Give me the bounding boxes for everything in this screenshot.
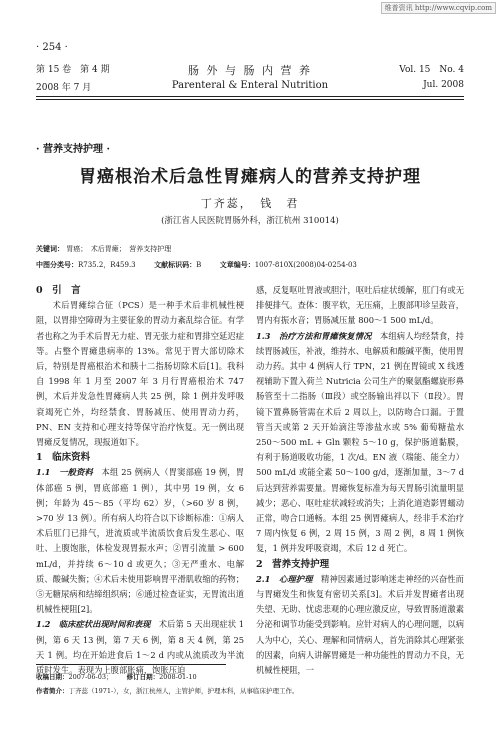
article-no-label: 文章编号： [219,260,255,269]
left-column [36,283,244,676]
subsection-1-3-heading: 1.3 治疗方法和胃瘫恢复情况 [256,330,372,341]
subsection-2-1-text: 精神因素通过影响迷走神经的兴奋性而与胃瘫发生和恢复有密切关系[3]。术后并发胃瘫者出现失望、无助、忧虑悲观的心理应激反应，导致胃肠道激素分泌和调节功能受到影响。应针对病人的心理问题，以病人为中心，关心、理解和同情病人，首先消除其心理紧张的因素，向病人讲解胃瘫是一种功能性的胃动力不良，无机械性梗阻，一 [256,573,464,676]
page-number: · 254 · [36,42,68,53]
received-label: 收稿日期： [36,673,69,681]
affiliation: (浙江省人民医院胃肠外科，浙江杭州 310014) [161,216,339,226]
header-date-en: Jul. 2008 [423,80,464,90]
subsection-1-2-heading: 1.2 临床症状出现时间和表现 [36,619,151,630]
author-bio [36,686,464,695]
clinical-materials-heading: 1 临床资料 [36,452,91,464]
article-no-value: 1007-810X(2008)04-0254-03 [254,261,357,269]
subsection-1-2-text: 术后第 5 天出现症状 1 例，第 6 天 13 例，第 7 天 6 例，第 8 天 4 例，第 25 天 1 例。均在开始进食后 1～2 d 内或从流质改为半流质时发生。表现为上腹部胀痛，饱胀压迫 [36,619,244,676]
footnote-rule [36,664,226,665]
doc-code-value: B [196,261,202,269]
section-tag: · 营养支持护理 · [36,144,110,155]
subsection-1-1-heading: 1.1 一般资料 [36,467,94,478]
subsection-1-3-text: 本组病人均经禁食，持续胃肠减压，补液，维持水、电解质和酸碱平衡，使用胃动力药。其中 4 例病人行 TPN，21 例在胃镜或 X 线透视辅助下置入荷兰 Nutricia 公司生产的聚氨酯螺旋形鼻肠管至十二指肠（Ⅲ段）或空肠输出袢以下（Ⅱ段）。胃镜下置鼻肠管需在术后 2 周以上，以防吻合口漏。于置管当天或第 2 天开始滴注等渗盐水或 5% 葡萄糖盐水 250～500 mL + Gln 颗粒 5～10 g，保护肠道黏膜，有利于肠道吸收功能，1 次/d。EN 液（瑞能、能全力）500 mL/d 或能全素 50～100 g/d，逐渐加量，3～7 d 后达到营养需要量。胃瘫恢复标准为每天胃肠引流量明显减少；恶心、呕吐症状减轻或消失；上消化道造影胃蠕动正常，吻合口通畅。本组 25 例胃瘫病人，经非手术治疗 7 周内恢复 6 例，2 周 15 例，3 周 2 例，8 周 1 例恢复，1 例并发呼吸衰竭，术后 12 d 死亡。 [256,330,464,554]
header-journal-en: Parenteral & Enteral Nutrition [171,80,329,91]
header-volume-cn: 第 15 卷 第 4 期 [36,65,110,75]
source-watermark: 维普资讯 http://www.cqvip.com [381,2,496,14]
subsection-1-1-text: 本组 25 例病人（胃窦部癌 19 例，胃体部癌 5 例，胃底部癌 1 例），其中男 19 例，女 6 例；年龄为 45～85（平均 62）岁，（>60 岁 8 例，>70 岁 13 例）。所有病人均符合以下诊断标准：①病人术后肛门已排气，进流质或半流质饮食后发生恶心、呕吐、上腹饱胀，体检发现胃振水声；②胃引流量 > 600 mL/d，并持续 6～10 d 或更久；③无严重水、电解质、酸碱失衡；④术后未使用影响胃平滑肌收缩的药物；⑤无糖尿病和结缔组织病；⑥通过检查证实，无胃流出道机械性梗阻[2]。 [36,467,244,615]
header-date-cn: 2008 年 7 月 [36,83,92,93]
authors: 丁齐蕊， 钱 君 [200,197,300,210]
continuation-paragraph: 感，反复呕吐胃液或胆汁，呕吐后症状缓解，肛门有或无排便排气。查体：腹平软，无压痛，上腹部叩诊呈鼓音，胃内有振水音；胃肠减压量 800～1 500 mL/d。 [256,285,464,326]
intro-paragraph: 术后胃瘫综合征（PCS）是一种手术后非机械性梗阻，以胃排空障碍为主要征象的胃动力紊乱综合征。有学者也称之为手术后胃无力症、胃无张力症和胃排空延迟症等。占整个胃瘫患病率的 13%。常见于胃大部切除术后，特别是胃癌根治术和胰十二指肠切除术后[1]。我科自 1998 年 1 月至 2007 年 3 月行胃癌根治术 747 例，术后并发急性胃瘫病人共 25 例，除 1 例并发呼吸衰竭死亡外，均经禁食、胃肠减压、使用胃动力药，PN、EN 支持和心理支持等保守治疗恢复。无一例出现胃瘫反复情况，现报道如下。 [36,300,244,448]
intro-heading: 0 引 言 [36,285,81,296]
keywords-line [36,244,171,254]
right-column [256,283,464,676]
revised-label: 修订日期： [126,673,160,681]
header-rule [36,96,464,97]
revised-date: 2008-01-10 [159,673,197,681]
subsection-2-1-heading: 2.1 心理护理 [256,573,313,584]
bio-text: 丁齐蕊（1971-），女，浙江杭州人，主管护师，护理本科，从事临床护理工作。 [68,687,299,695]
header-volume-en: Vol. 15 No. 4 [399,65,464,75]
received-date: 2007-06-03； [68,673,113,681]
keywords-value: 胃癌； 术后胃瘫； 营养支持护理 [66,245,172,253]
clc-value: R735.2，R459.3 [78,261,136,269]
header-journal-cn: 肠 外 与 肠 内 营 养 [188,64,312,77]
doc-code-label: 文献标识码： [154,260,197,269]
bio-label: 作者简介： [36,687,69,695]
nutrition-care-heading: 2 营养支持护理 [256,558,330,570]
received-dates [36,672,197,681]
keywords-label: 关键词： [36,244,64,253]
clc-label: 中图分类号： [36,260,78,269]
article-title: 胃癌根治术后急性胃瘫病人的营养支持护理 [79,167,421,187]
header-rule-thin [36,99,464,100]
classification-line [36,260,464,270]
